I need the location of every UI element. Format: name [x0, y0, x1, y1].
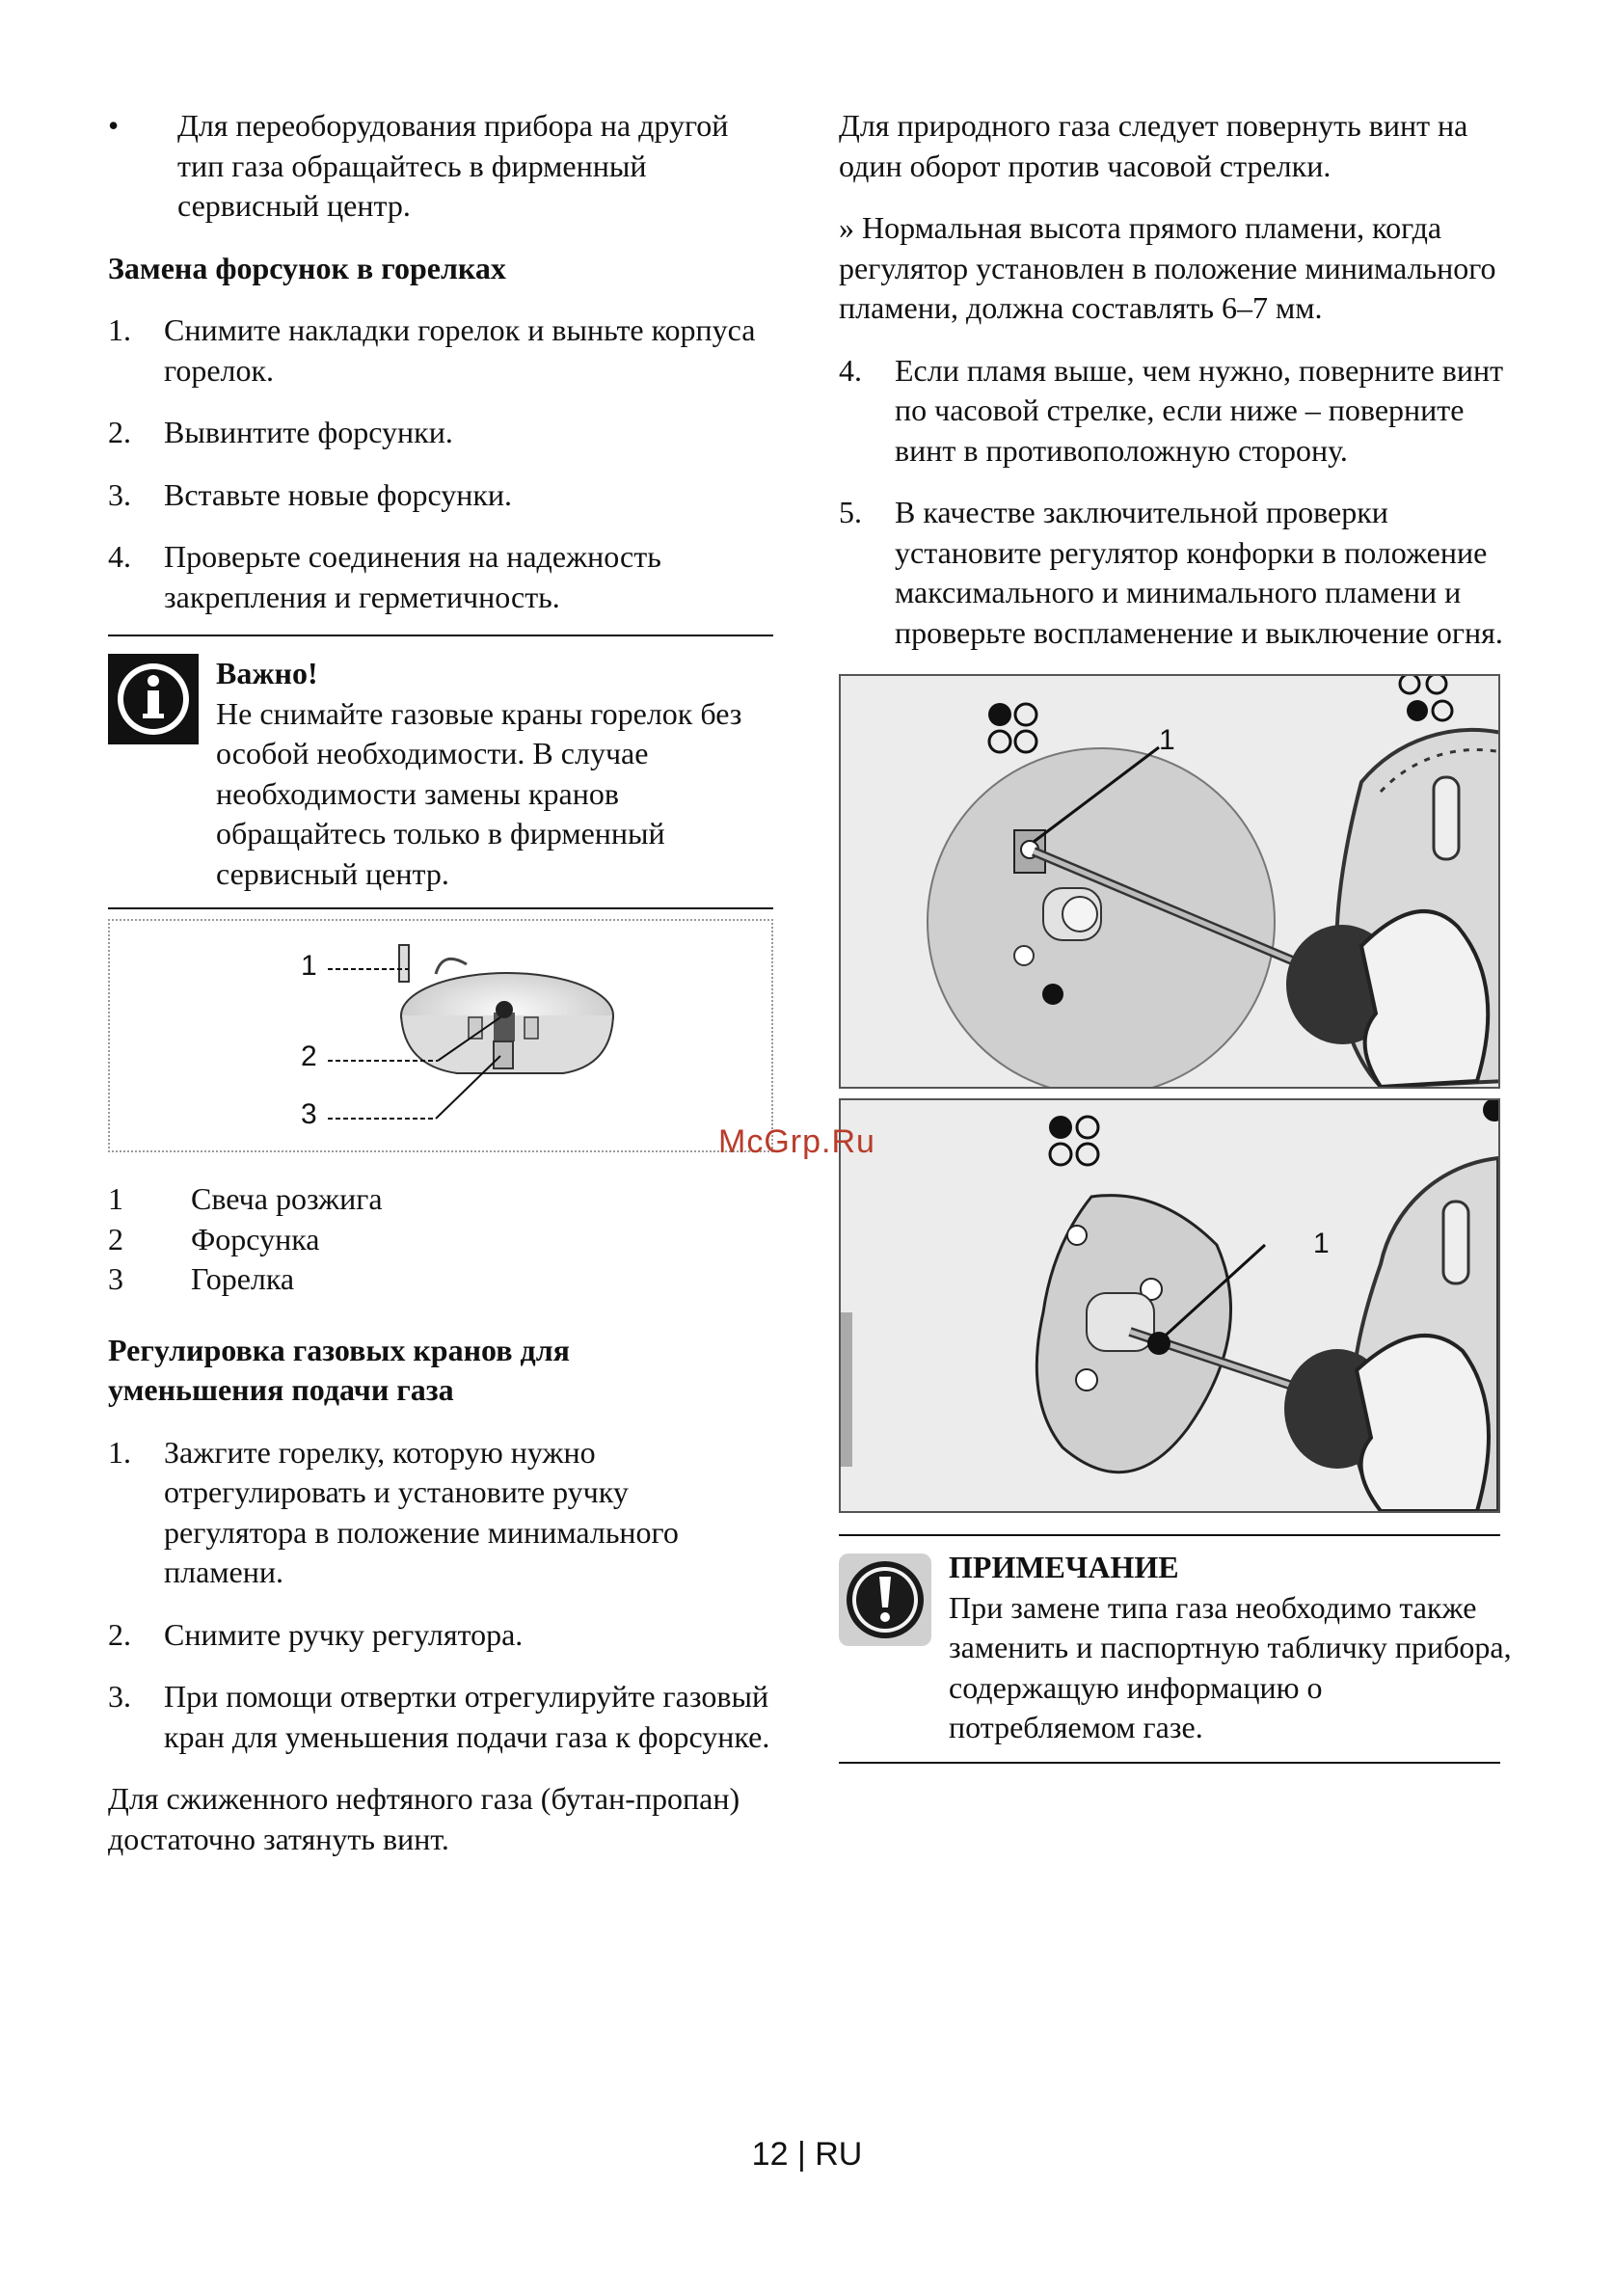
list-item — [839, 493, 1514, 653]
left-column — [108, 106, 773, 1859]
footer-separator: | — [796, 2136, 806, 2173]
steps-list-gas-taps — [108, 1433, 773, 1758]
screw-adjust-photo-2 — [839, 1098, 1500, 1513]
bullet-text: Для переоборудования прибора на другой тип газа обращайтесь в фирменный сервисный центр. — [177, 108, 729, 223]
screw-adjust-photo-1 — [839, 674, 1500, 1089]
step-number: 1. — [108, 312, 131, 347]
section-heading-nozzles: Замена форсунок в горелках — [108, 250, 506, 285]
list-item — [108, 475, 773, 516]
watermark: McGrp.Ru — [718, 1123, 875, 1160]
natural-gas-paragraph: Для природного газа следует повернуть винт на один оборот против часовой стрелки. — [839, 108, 1468, 183]
exclamation-icon — [839, 1548, 949, 1748]
list-item — [108, 537, 773, 617]
burner-figure — [108, 919, 773, 1152]
step-text: Зажгите горелку, которую нужно отрегулировать и установите ручку регулятора в положение минимального пламени. — [164, 1434, 679, 1589]
step-number: 2. — [108, 1616, 131, 1652]
important-title: Важно! — [216, 656, 318, 690]
figure-label-1: 1 — [301, 950, 317, 982]
steps-list-nozzles — [108, 311, 773, 617]
legend-text: Свеча розжига — [191, 1181, 383, 1216]
divider — [839, 1762, 1500, 1764]
divider — [108, 907, 773, 909]
steps-list-right — [839, 351, 1514, 654]
step-text: При помощи отвертки отрегулируйте газовый кран для уменьшения подачи газа к форсунке. — [164, 1679, 770, 1754]
list-item — [108, 311, 773, 391]
note-title: ПРИМЕЧАНИЕ — [949, 1550, 1179, 1584]
important-notice — [108, 654, 773, 894]
step-text: Проверьте соединения на надежность закрепления и герметичность. — [164, 539, 661, 614]
legend-item — [108, 1179, 773, 1220]
right-column — [839, 106, 1514, 1764]
step-text: Вставьте новые форсунки. — [164, 476, 513, 512]
step-number: 3. — [108, 476, 131, 512]
step-text: В качестве заключительной проверки установите регулятор конфорки в положение максимального и минимального пламени и проверьте воспламенение и выключение огня. — [895, 495, 1503, 650]
step-number: 3. — [108, 1679, 131, 1714]
section-heading-gas-taps: Регулировка газовых кранов для уменьшения подачи газа — [108, 1332, 570, 1407]
legend-item — [108, 1220, 773, 1260]
list-item — [108, 1677, 773, 1757]
list-item — [108, 1615, 773, 1656]
page-footer — [0, 2136, 1614, 2174]
step-number: 4. — [839, 352, 862, 388]
divider — [839, 1534, 1500, 1536]
language-code: RU — [815, 2136, 863, 2173]
step-number: 5. — [839, 495, 862, 529]
photo-1-label: 1 — [1159, 724, 1175, 756]
note-text: При замене типа газа необходимо также заменить и паспортную табличку прибора, содержащую информацию о потребляемом газе. — [949, 1589, 1512, 1744]
legend-text: Форсунка — [191, 1221, 320, 1256]
page-number: 12 — [751, 2136, 789, 2173]
divider — [108, 635, 773, 636]
flame-height-note: » Нормальная высота прямого пламени, когда регулятор установлен в положение минимального пламени, должна составлять 6–7 мм. — [839, 210, 1496, 325]
legend-item — [108, 1259, 773, 1300]
bullet-mark: • — [108, 108, 120, 143]
step-text: Вывинтите форсунки. — [164, 415, 453, 449]
step-text: Снимите ручку регулятора. — [164, 1616, 524, 1652]
step-text: Если пламя выше, чем нужно, поверните винт по часовой стрелке, если ниже – поверните винт в противоположную сторону. — [895, 352, 1504, 468]
photo-2-label: 1 — [1313, 1228, 1330, 1259]
legend-number: 3 — [108, 1261, 123, 1296]
list-item — [839, 351, 1514, 472]
screwdriver-illustration-2 — [841, 1100, 1498, 1511]
figure-legend — [108, 1179, 773, 1300]
info-icon — [108, 654, 216, 894]
list-item — [108, 413, 773, 453]
note-block — [839, 1548, 1514, 1748]
legend-number: 1 — [108, 1181, 123, 1216]
step-number: 1. — [108, 1434, 131, 1470]
lpg-paragraph: Для сжиженного нефтяного газа (бутан-пропан) достаточно затянуть винт. — [108, 1781, 740, 1856]
burner-illustration — [110, 921, 771, 1150]
figure-label-2: 2 — [301, 1040, 317, 1072]
step-number: 4. — [108, 539, 131, 574]
important-text: Не снимайте газовые краны горелок без особой необходимости. В случае необходимости замены кранов обращайтесь только в фирменный сервисный центр. — [216, 695, 742, 891]
step-number: 2. — [108, 415, 131, 449]
legend-text: Горелка — [191, 1261, 295, 1296]
list-item — [108, 1433, 773, 1593]
step-text: Снимите накладки горелок и выньте корпуса горелок. — [164, 312, 756, 388]
figure-label-3: 3 — [301, 1098, 317, 1130]
bullet-item — [108, 106, 773, 227]
legend-number: 2 — [108, 1221, 123, 1256]
